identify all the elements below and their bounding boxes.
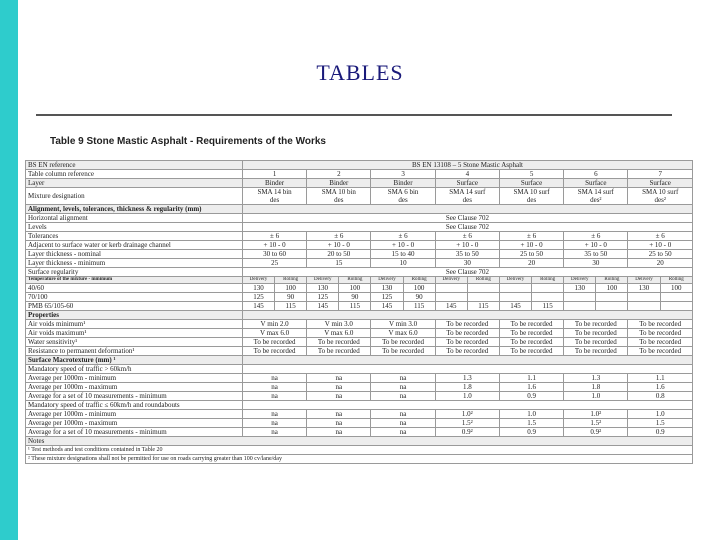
temperature-cell [435,293,467,302]
value-cell: 1.5 [628,419,693,428]
row-label: Mixture designation [26,188,243,205]
temperature-cell: 100 [275,284,307,293]
column-number: 3 [371,170,435,179]
note-row [26,455,693,464]
value-cell: ± 6 [307,232,371,241]
designation-row [26,188,693,205]
value-cell: + 10 - 0 [628,241,693,250]
value-cell: ± 6 [242,232,306,241]
value-cell: 20 [499,259,563,268]
temperature-cell: 115 [532,302,564,311]
row-label: Table column reference [26,170,243,179]
layer-cell: Binder [242,179,306,188]
slide-title: TABLES [316,60,404,85]
value-cell: To be recorded [499,347,563,356]
value-cell: na [371,383,435,392]
value-cell: To be recorded [435,320,499,329]
designation-cell [499,188,563,205]
value-cell: To be recorded [435,347,499,356]
row-label: Levels [26,223,243,232]
column-number: 2 [307,170,371,179]
temperature-cell: 100 [339,284,371,293]
notes-label: Notes [26,437,693,446]
value-cell: na [307,383,371,392]
section-heading: Surface Macrotexture (mm) ¹ [26,356,243,365]
blank-cell [242,205,692,214]
temperature-cell [628,293,660,302]
temperature-cell: 130 [307,284,339,293]
value-cell: 0.9 [499,392,563,401]
delivery-label: Delivery [499,277,531,284]
blank-cell [242,365,692,374]
value-cell: V min 3.0 [307,320,371,329]
temperature-row [26,284,693,293]
temperature-cell: 125 [242,293,274,302]
value-cell: To be recorded [307,347,371,356]
rolling-label: Rolling [339,277,371,284]
value-cell: V max 6.0 [242,329,306,338]
table-caption: Table 9 Stone Mastic Asphalt - Requirements of the Works [50,136,326,147]
designation-line: des [526,196,537,204]
value-cell: 0.9² [435,428,499,437]
designation-line: SMA 10 bin [321,188,356,196]
designation-line: des [334,196,344,204]
temperature-heading-row [26,277,693,284]
levels-row [26,223,693,232]
designation-cell [435,188,499,205]
column-number: 7 [628,170,693,179]
row-label: Layer [26,179,243,188]
value-cell: ± 6 [628,232,693,241]
row-label: Horizontal alignment [26,214,243,223]
blank-cell [242,311,692,320]
value-cell: na [371,392,435,401]
value-cell: na [307,419,371,428]
temperature-cell: 130 [628,284,660,293]
value-cell: 20 to 50 [307,250,371,259]
value-cell: See Clause 702 [242,214,692,223]
blank-cell [242,356,692,365]
temperature-cell: 145 [307,302,339,311]
value-cell: To be recorded [564,320,628,329]
value-cell: To be recorded [499,338,563,347]
temperature-cell: 130 [242,284,274,293]
value-cell: 1.1 [628,374,693,383]
value-cell: + 10 - 0 [307,241,371,250]
designation-line: des [269,196,280,204]
temperature-cell: 90 [339,293,371,302]
rolling-label: Rolling [467,277,499,284]
row-label: Resistance to permanent deformation¹ [26,347,243,356]
value-cell: 25 to 50 [628,250,693,259]
value-cell: V min 2.0 [242,320,306,329]
designation-line: SMA 14 bin [257,188,292,196]
value-cell: na [371,374,435,383]
temperature-row [26,293,693,302]
value-cell: + 10 - 0 [435,241,499,250]
requirements-table [25,160,693,464]
temperature-cell [660,293,692,302]
value-cell: To be recorded [307,338,371,347]
value-cell: 25 to 50 [499,250,563,259]
temperature-cell [467,284,499,293]
column-number: 5 [499,170,563,179]
value-cell: 1.0 [499,410,563,419]
value-cell: To be recorded [435,338,499,347]
surface-regularity-row [26,268,693,277]
value-cell: To be recorded [371,338,435,347]
horizontal-alignment-row [26,214,693,223]
row-label: Average per 1000m - maximum [26,419,243,428]
designation-line: des [398,196,408,204]
layer-cell: Surface [628,179,693,188]
section-heading: Temperature of the mixture - minimum [26,277,243,284]
value-cell: To be recorded [371,347,435,356]
designation-cell [564,188,628,205]
value-cell: na [371,410,435,419]
nominal-thickness-row [26,250,693,259]
note-text: ² These mixture designations shall not be permitted for use on roads carrying greater than 100 cv/lane/day [26,455,693,464]
slow-traffic-heading-row [26,401,693,410]
value-cell: See Clause 702 [242,223,692,232]
column-number: 6 [564,170,628,179]
value-cell: 35 to 50 [435,250,499,259]
value-cell: 1.1 [499,374,563,383]
value-cell: To be recorded [242,347,306,356]
designation-cell [371,188,435,205]
macrotexture-row [26,428,693,437]
delivery-label: Delivery [371,277,403,284]
temperature-cell: 115 [339,302,371,311]
value-cell: See Clause 702 [242,268,692,277]
value-cell: 0.9 [499,428,563,437]
value-cell: 15 to 40 [371,250,435,259]
temperature-cell: 145 [435,302,467,311]
note-text: ¹ Test methods and test conditions contained in Table 20 [26,446,693,455]
value-cell: + 10 - 0 [371,241,435,250]
row-label: Surface regularity [26,268,243,277]
row-label: Average per 1000m - maximum [26,383,243,392]
column-number: 4 [435,170,499,179]
row-label: 40/60 [26,284,243,293]
adjacent-row [26,241,693,250]
row-label: Average per 1000m - minimum [26,374,243,383]
row-label: PMB 65/105-60 [26,302,243,311]
value-cell: To be recorded [628,338,693,347]
row-label: Average for a set of 10 measurements - minimum [26,392,243,401]
value-cell: 1.5² [564,419,628,428]
temperature-cell [532,293,564,302]
row-label: Layer thickness - minimum [26,259,243,268]
value-cell: To be recorded [628,347,693,356]
row-label: Air voids maximum¹ [26,329,243,338]
designation-line: des [462,196,472,204]
temperature-row [26,302,693,311]
delivery-label: Delivery [628,277,660,284]
temperature-cell: 90 [403,293,435,302]
value-cell: To be recorded [628,320,693,329]
value-cell: To be recorded [435,329,499,338]
macrotexture-row [26,410,693,419]
temperature-cell: 145 [242,302,274,311]
value-cell: 15 [307,259,371,268]
value-cell: na [371,419,435,428]
value-cell: na [242,392,306,401]
value-cell: 0.8 [628,392,693,401]
delivery-label: Delivery [242,277,274,284]
value-cell: na [371,428,435,437]
temperature-cell [435,284,467,293]
value-cell: 1.5 [499,419,563,428]
temperature-cell: 130 [371,284,403,293]
value-cell: na [242,383,306,392]
subsection-heading: Mandatory speed of traffic > 60km/h [26,365,243,374]
value-cell: 1.8 [435,383,499,392]
value-cell: ± 6 [564,232,628,241]
reference-value: BS EN 13108 – 5 Stone Mastic Asphalt [242,161,692,170]
column-reference-row [26,170,693,179]
temperature-cell [532,284,564,293]
value-cell: 30 [435,259,499,268]
value-cell: 1.3 [435,374,499,383]
temperature-cell [564,302,596,311]
row-label: Air voids minimum¹ [26,320,243,329]
temperature-cell: 130 [564,284,596,293]
row-label: BS EN reference [26,161,243,170]
blank-cell [242,401,692,410]
layer-cell: Binder [371,179,435,188]
value-cell: ± 6 [435,232,499,241]
value-cell: + 10 - 0 [499,241,563,250]
temperature-cell: 145 [499,302,531,311]
value-cell: + 10 - 0 [564,241,628,250]
fast-traffic-heading-row [26,365,693,374]
temperature-cell: 115 [403,302,435,311]
value-cell: na [242,419,306,428]
property-row [26,347,693,356]
value-cell: 25 [242,259,306,268]
temperature-cell: 90 [275,293,307,302]
designation-cell [307,188,371,205]
temperature-cell: 115 [275,302,307,311]
value-cell: To be recorded [564,347,628,356]
value-cell: 1.0 [628,410,693,419]
value-cell: na [242,410,306,419]
value-cell: 10 [371,259,435,268]
value-cell: na [242,374,306,383]
value-cell: ± 6 [499,232,563,241]
delivery-label: Delivery [307,277,339,284]
rolling-label: Rolling [596,277,628,284]
temperature-cell: 125 [307,293,339,302]
macrotexture-row [26,383,693,392]
temperature-cell: 100 [596,284,628,293]
notes-label-row [26,437,693,446]
row-label: Water sensitivity¹ [26,338,243,347]
temperature-cell: 125 [371,293,403,302]
layer-row [26,179,693,188]
title-divider [36,114,672,116]
row-label: Adjacent to surface water or kerb drainage channel [26,241,243,250]
temperature-cell [628,302,660,311]
value-cell: To be recorded [564,338,628,347]
designation-cell [242,188,306,205]
value-cell: To be recorded [499,320,563,329]
alignment-heading-row [26,205,693,214]
macrotexture-row [26,374,693,383]
temperature-cell [499,284,531,293]
temperature-cell [467,293,499,302]
layer-cell: Surface [564,179,628,188]
row-label: Layer thickness - nominal [26,250,243,259]
row-label: Average for a set of 10 measurements - minimum [26,428,243,437]
section-heading: Properties [26,311,243,320]
macrotexture-row [26,419,693,428]
designation-cell [628,188,693,205]
rolling-label: Rolling [660,277,692,284]
rolling-label: Rolling [275,277,307,284]
reference-row [26,161,693,170]
value-cell: 0.9² [564,428,628,437]
temperature-cell: 100 [660,284,692,293]
value-cell: ± 6 [371,232,435,241]
value-cell: na [307,410,371,419]
temperature-cell [499,293,531,302]
temperature-cell: 100 [403,284,435,293]
rolling-label: Rolling [532,277,564,284]
value-cell: 20 [628,259,693,268]
value-cell: na [242,428,306,437]
value-cell: To be recorded [499,329,563,338]
subsection-heading: Mandatory speed of traffic ≤ 60km/h and roundabouts [26,401,243,410]
minimum-thickness-row [26,259,693,268]
row-label: Tolerances [26,232,243,241]
column-number: 1 [242,170,306,179]
temperature-cell [564,293,596,302]
temperature-cell [596,293,628,302]
value-cell: 1.5² [435,419,499,428]
property-row [26,329,693,338]
value-cell: 1.6 [628,383,693,392]
property-row [26,338,693,347]
row-label: 70/100 [26,293,243,302]
value-cell: na [307,392,371,401]
designation-line: SMA 6 bin [387,188,419,196]
value-cell: To be recorded [628,329,693,338]
tolerances-row [26,232,693,241]
designation-line: SMA 14 surf [449,188,486,196]
temperature-cell [660,302,692,311]
row-label: Average per 1000m - minimum [26,410,243,419]
value-cell: 35 to 50 [564,250,628,259]
value-cell: 1.0² [435,410,499,419]
designation-line: des² [590,196,602,204]
value-cell: 30 [564,259,628,268]
value-cell: V min 3.0 [371,320,435,329]
delivery-label: Delivery [564,277,596,284]
macrotexture-row [26,392,693,401]
value-cell: V max 6.0 [371,329,435,338]
rolling-label: Rolling [403,277,435,284]
note-row [26,446,693,455]
value-cell: na [307,374,371,383]
value-cell: 0.9 [628,428,693,437]
layer-cell: Binder [307,179,371,188]
value-cell: 1.0 [564,392,628,401]
value-cell: To be recorded [242,338,306,347]
value-cell: 1.0 [435,392,499,401]
value-cell: V max 6.0 [307,329,371,338]
value-cell: + 10 - 0 [242,241,306,250]
temperature-cell [596,302,628,311]
designation-line: SMA 10 surf [642,188,679,196]
designation-line: SMA 14 surf [577,188,614,196]
property-row [26,320,693,329]
value-cell: 1.8 [564,383,628,392]
value-cell: 1.0² [564,410,628,419]
value-cell: 30 to 60 [242,250,306,259]
delivery-label: Delivery [435,277,467,284]
temperature-cell: 145 [371,302,403,311]
macrotexture-heading-row [26,356,693,365]
designation-line: SMA 10 surf [513,188,550,196]
value-cell: na [307,428,371,437]
designation-line: des² [654,196,666,204]
value-cell: To be recorded [564,329,628,338]
layer-cell: Surface [435,179,499,188]
temperature-cell: 115 [467,302,499,311]
layer-cell: Surface [499,179,563,188]
value-cell: 1.3 [564,374,628,383]
section-heading: Alignment, levels, tolerances, thickness & regularity (mm) [26,205,243,214]
properties-heading-row [26,311,693,320]
value-cell: 1.6 [499,383,563,392]
